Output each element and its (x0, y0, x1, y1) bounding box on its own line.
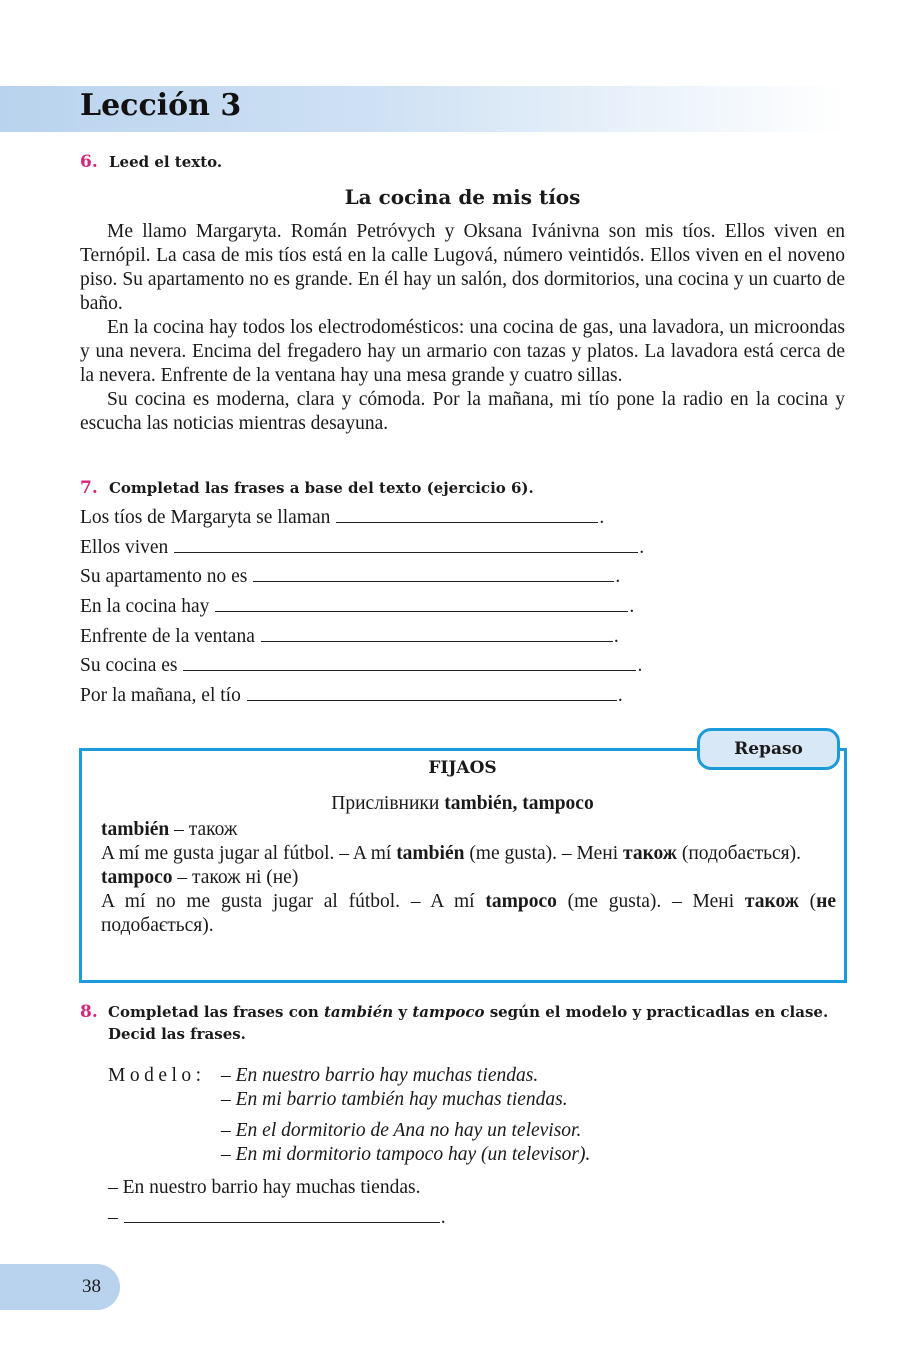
example-bold: також (744, 891, 799, 912)
page-number-tab (0, 1264, 120, 1310)
period: . (615, 566, 621, 588)
period: . (617, 685, 623, 707)
sentence-start: Su apartamento no es (80, 566, 248, 588)
model-lines (221, 1064, 781, 1166)
exercise-number: 7. (80, 478, 98, 498)
exercise-instruction: Leed el texto. (108, 153, 223, 171)
exercise-number: 8. (80, 1002, 98, 1022)
answer-blank[interactable] (124, 1206, 440, 1223)
answer-blank[interactable] (174, 536, 638, 553)
fill-in-row (80, 684, 644, 714)
practice-answer-row (108, 1206, 446, 1229)
fill-in-row (80, 595, 644, 625)
example-bold: не (816, 891, 837, 912)
period: . (613, 625, 619, 647)
reading-paragraph: En la cocina hay todos los electrodomésticos: una cocina de gas, una lavadora, un microondas y una nevera. Encima del fregadero hay un armario con tazas y platos. La lavadora está cerca de la nevera. Enfrente de la ventana hay una mesa grande y cuatro sillas. (80, 317, 845, 386)
example-text: ( (798, 891, 817, 912)
period: . (637, 655, 643, 677)
instruction-text: según el modelo y practicadlas en clase. Decid las frases. (108, 1003, 829, 1043)
sentence-start: Por la mañana, el tío (80, 685, 241, 707)
fill-in-row (80, 506, 644, 536)
answer-blank[interactable] (183, 654, 636, 671)
rule-title: FIJAOS (428, 758, 497, 778)
example-text: (me gusta). – Мені (556, 891, 745, 912)
answer-blank[interactable] (253, 565, 614, 582)
reading-paragraph: Su cocina es moderna, clara y cómoda. Por la mañana, mi tío pone la radio en la cocina y escucha las noticias mientras desayuna. (80, 389, 845, 434)
answer-dash: – (108, 1207, 118, 1228)
term-tampoco: tampoco (101, 867, 173, 888)
sentence-start: Enfrente de la ventana (80, 625, 255, 647)
term-translation: – також (169, 819, 238, 840)
answer-blank[interactable] (215, 595, 628, 612)
exercise-instruction (108, 1001, 845, 1045)
rule-line (101, 818, 836, 842)
instruction-italic: también (323, 1003, 394, 1021)
exercise-8-heading (80, 1001, 845, 1045)
instruction-text: Completad las frases con (108, 1003, 324, 1021)
rule-subtitle (80, 793, 845, 815)
rule-example (101, 890, 836, 938)
example-bold: también (396, 843, 465, 864)
model-label: Modelo: (108, 1065, 206, 1086)
fill-in-row (80, 536, 644, 566)
sentence-start: Su cocina es (80, 655, 178, 677)
repaso-tab: Repaso (697, 728, 840, 770)
reading-paragraph: Me llamo Margaryta. Román Petróvych y Oksana Ivánivna son mis tíos. Ellos viven en Ternópil. La casa de mis tíos está en la calle Lugová, número veintidós. Ellos viven en el noveno piso. Su apartamento no es grande. En él hay un salón, dos dormitorios, una cocina y un cuarto de baño. (80, 221, 845, 314)
model-line: – En mi barrio también hay muchas tiendas. (221, 1088, 568, 1110)
fill-in-list (80, 506, 644, 714)
period: . (440, 1207, 446, 1228)
example-text: (me gusta). – Мені (464, 843, 623, 864)
rule-body (101, 818, 836, 938)
sentence-start: Los tíos de Margaryta se llaman (80, 507, 331, 528)
fill-in-row (80, 654, 644, 684)
page-number: 38 (82, 1276, 101, 1297)
sentence-start: Ellos viven (80, 536, 169, 558)
sentence-start: En la cocina hay (80, 596, 210, 618)
term-translation: – також ні (не) (172, 867, 299, 888)
practice-prompt: – En nuestro barrio hay muchas tiendas. (108, 1177, 421, 1198)
rule-line (101, 866, 836, 890)
exercise-7-heading (80, 478, 534, 498)
example-text: (подобається). (676, 843, 801, 864)
model-line: – En nuestro barrio hay muchas tiendas. (221, 1065, 539, 1086)
period: . (629, 596, 635, 618)
instruction-text: y (393, 1003, 413, 1021)
rule-example (101, 842, 836, 866)
answer-blank[interactable] (336, 506, 598, 523)
exercise-instruction: Completad las frases a base del texto (ejercicio 6). (108, 479, 534, 497)
model-line: – En mi dormitorio tampoco hay (un televisor). (221, 1143, 591, 1165)
example-text: подобається). (101, 915, 214, 936)
rule-subtitle-bold: también, tampoco (444, 793, 594, 814)
answer-blank[interactable] (247, 684, 617, 701)
answer-blank[interactable] (261, 625, 613, 642)
fill-in-row (80, 565, 644, 595)
exercise-6-heading (80, 152, 222, 172)
reading-text (80, 220, 845, 436)
example-text: A mí no me gusta jugar al fútbol. – A mí (101, 891, 486, 912)
reading-title: La cocina de mis tíos (344, 185, 581, 209)
term-tambien: también (101, 819, 170, 840)
instruction-italic: tampoco (412, 1003, 485, 1021)
example-text: A mí me gusta jugar al fútbol. – A mí (101, 843, 397, 864)
example-bold: tampoco (485, 891, 557, 912)
lesson-title: Lección 3 (80, 88, 242, 123)
example-bold: також (623, 843, 677, 864)
rule-subtitle-plain: Прислівники (331, 793, 440, 814)
period: . (599, 507, 605, 528)
exercise-number: 6. (80, 152, 98, 172)
period: . (639, 536, 645, 558)
fill-in-row (80, 625, 644, 655)
model-line: – En el dormitorio de Ana no hay un televisor. (221, 1120, 582, 1141)
